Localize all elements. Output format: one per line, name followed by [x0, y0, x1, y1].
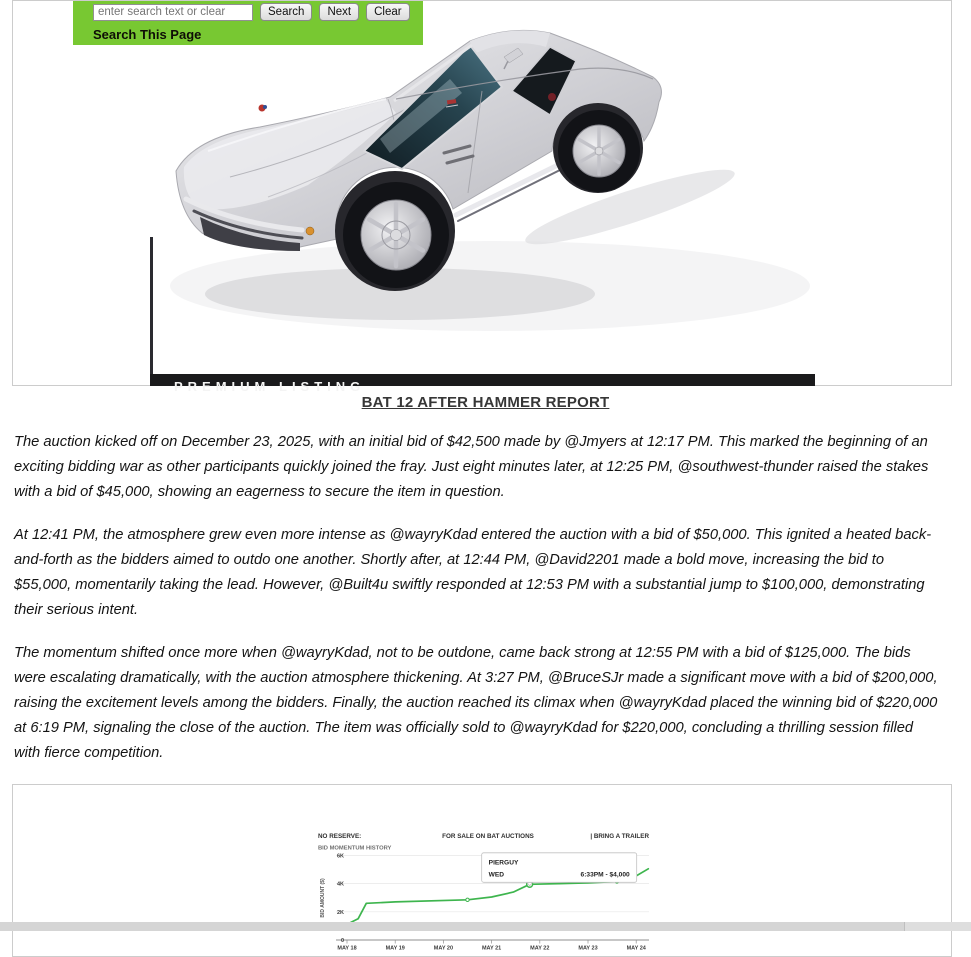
svg-text:MAY 23: MAY 23 — [578, 945, 598, 952]
scrollbar-segment[interactable] — [904, 922, 971, 931]
svg-text:MAY 22: MAY 22 — [530, 945, 550, 952]
search-caption: Search This Page — [93, 27, 202, 42]
front-wheel — [343, 182, 449, 288]
tooltip-day: WED — [488, 871, 505, 879]
report-paragraph-3: The momentum shifted once more when @wayryKdad, not to be outdone, came back strong at 12:55 PM with a bid of $125,000. The bids were escalating dramatically, with the auction atmosphere thickening. At 3:27 PM, @BruceSJr made a significant move with a bid of $200,000, raising the excitement levels among the bidders. Finally, the auction reached its climax when @wayryKdad placed the winning bid of $220,000 at 6:19 PM, signaling the close of the auction. The item was officially sold to @wayryKdad for $220,000, concluding a thrilling session filled with fierce competition. — [14, 645, 938, 761]
tooltip-value: 6:33PM - $4,000 — [580, 871, 630, 879]
svg-text:4K: 4K — [336, 881, 344, 888]
svg-text:MAY 21: MAY 21 — [481, 945, 502, 952]
chart-tooltip — [482, 853, 637, 886]
svg-text:6K: 6K — [336, 853, 344, 860]
chart-ylabel: BID AMOUNT ($) — [320, 878, 326, 918]
bid-momentum-chart — [318, 826, 650, 952]
svg-text:MAY 18: MAY 18 — [337, 945, 357, 952]
report-body — [14, 430, 942, 766]
svg-text:0: 0 — [340, 938, 344, 944]
car-photo-illustration — [150, 1, 815, 386]
report-paragraph-1: The auction kicked off on December 23, 2025, with an initial bid of $42,500 made by @Jmyers at 12:17 PM. This marked the beginning of an exciting bidding war as other participants quickly joined the fray. Just eight minutes later, at 12:25 PM, @southwest-thunder raised the stakes with a bid of $45,000, showing an eagerness to secure the item in question. — [14, 434, 929, 500]
clear-button[interactable]: Clear — [366, 3, 409, 21]
search-this-page-widget — [73, 1, 423, 45]
car-photo — [150, 1, 815, 394]
svg-text:MAY 24: MAY 24 — [626, 945, 646, 952]
next-button[interactable]: Next — [319, 3, 359, 21]
premium-listing-banner — [150, 374, 815, 394]
bid-momentum-chart-svg — [318, 826, 650, 952]
report-title: BAT 12 AFTER HAMMER REPORT — [361, 394, 610, 411]
search-input[interactable] — [93, 4, 253, 21]
point-marker — [466, 898, 469, 901]
listing-image-panel — [12, 0, 952, 394]
scrollbar-horizontal[interactable] — [0, 922, 971, 931]
svg-text:2K: 2K — [336, 909, 344, 916]
chart-header-left: NO RESERVE: — [318, 833, 362, 840]
premium-listing-label: PREMIUM LISTING — [174, 379, 366, 394]
report-paragraph-2: At 12:41 PM, the atmosphere grew even more intense as @wayryKdad entered the auction with a bid of $50,000. This ignited a heated back-and-forth as the bidders aimed to outdo one another. Shortly after, at 12:44 PM, @David2201 made a bold move, increasing the bid to $55,000, momentarily taking the lead. However, @Built4u swiftly responded at 12:53 PM with a substantial jump to $100,000, demonstrating their serious intent. — [14, 527, 932, 618]
search-button[interactable]: Search — [260, 3, 312, 21]
rear-wheel — [558, 110, 640, 192]
chart-header-right: | BRING A TRAILER — [590, 833, 649, 840]
chart-header-center: FOR SALE ON BAT AUCTIONS — [442, 833, 534, 840]
svg-text:MAY 20: MAY 20 — [433, 945, 454, 952]
chart-title: BID MOMENTUM HISTORY — [318, 845, 392, 852]
bid-chart-panel — [12, 784, 952, 957]
tooltip-bidder: PIERGUY — [488, 859, 519, 867]
svg-text:MAY 19: MAY 19 — [385, 945, 405, 952]
